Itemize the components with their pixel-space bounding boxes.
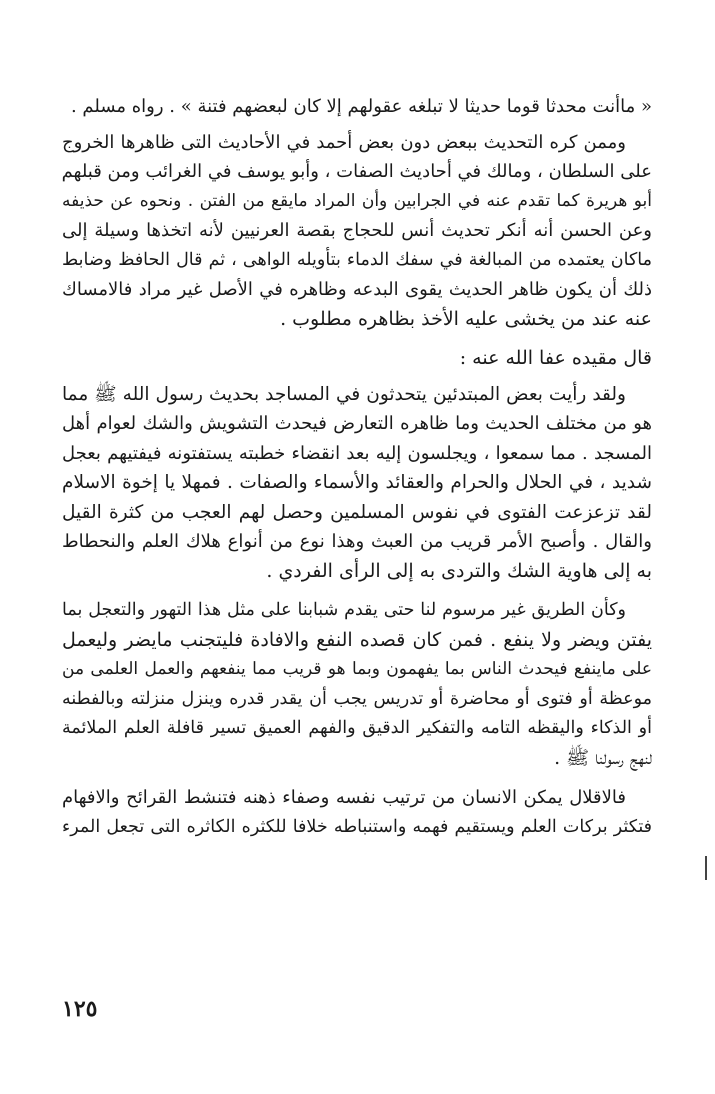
paragraph-tahdith xyxy=(62,128,652,335)
text-line: وكأن الطريق غير مرسوم لنا حتى يقدم شبابنا على مثل هذا التهور والتعجل بما xyxy=(62,600,626,620)
text-line: به إلى هاوية الشك والتردى به إلى الرأى الفردي . xyxy=(266,559,652,582)
text-line: فالاقلال يمكن الانسان من ترتيب نفسه وصفاء ذهنه فتنشط القرائح والافهام xyxy=(62,787,626,808)
text-line: وممن كره التحديث ببعض دون بعض أحمد في الأحاديث التى ظاهرها الخروج xyxy=(62,131,626,153)
text-line: « ماأنت محدثا قوما حديثا لا تبلغه عقولهم إلا كان لبعضهم فتنة » . رواه مسلم . xyxy=(70,96,652,117)
text-line: شديد ، في الحلال والحرام والعقائد والأسماء والصفات . فمهلا يا إخوة الاسلام xyxy=(62,472,652,493)
text-line: ماكان يعتمده من المبالغة في سفك الدماء بتأويله الواهى ، ثم قال الحافظ وضابط xyxy=(62,249,652,270)
page-number: ١٢٥ xyxy=(62,996,98,1022)
text-line: على السلطان ، ومالك في أحاديث الصفات ، وأبو يوسف في الغرائب ومن قبلهم xyxy=(62,161,652,182)
page-body xyxy=(62,92,652,842)
text-line: المسجد . مما سمعوا ، ويجلسون إليه بعد انقضاء خطبته يستفتونه فيفتيهم بعجل xyxy=(62,442,652,464)
text-line: أبو هريرة كما تقدم عنه في الجرابين وأن المراد مايقع من الفتن . ونحوه عن حذيفه xyxy=(62,190,652,211)
paragraph-hadith-quote xyxy=(62,92,652,122)
text-line: موعظة أو فتوى أو محاضرة أو تدريس يجب أن يقدر قدره وينزل منزلته وبالفطنه xyxy=(62,688,652,709)
text-line: أو الذكاء واليقظه التامه والتفكير الدقيق والفهم العميق تسير قافلة العلم الملائمة xyxy=(62,718,652,738)
paragraph-author-note xyxy=(62,344,652,374)
text-line: ذلك أن يكون ظاهر الحديث يقوى البدعه وظاهره في الأصل غير مراد فالامساك xyxy=(62,279,652,300)
page-edge-mark xyxy=(705,856,707,880)
text-line: ولقد رأيت بعض المبتدئين يتحدثون في المساجد بحديث رسول الله ﷺ مما xyxy=(62,383,626,405)
text-line: قال مقيده عفا الله عنه : xyxy=(459,347,652,369)
text-line: فتكثر بركات العلم ويستقيم فهمه واستنباطه خلافا للكثره الكاثره التى تجعل المرء xyxy=(62,816,652,837)
text-line: وعن الحسن أنه أنكر تحديث أنس للحجاج بقصة العرنيين لأنه اتخذها وسيلة إلى xyxy=(62,220,652,241)
text-line: والقال . وأصبح الأمر قريب من العبث وهذا نوع من أنواع هلاك العلم والنحطاط xyxy=(62,531,652,552)
text-line: يفتن ويضر ولا ينفع . فمن كان قصده النفع والافادة فليتجنب مايضر وليعمل xyxy=(62,628,652,651)
paragraph-beginners xyxy=(62,380,652,587)
text-line: على ماينفع فيحدث الناس بما يفهمون وبما هو قريب مما ينفعهم والعمل العلمى من xyxy=(62,659,652,679)
text-line: هو من مختلف الحديث وما ظاهره التعارض فيحدث التشويش والشك لعوام أهل xyxy=(62,413,652,434)
paragraph-path xyxy=(62,596,652,773)
text-line: لنهج رسولنا ﷺ . xyxy=(554,746,652,769)
paragraph-moderation xyxy=(62,783,652,842)
text-line: عنه عند من يخشى عليه الأخذ بظاهره مطلوب . xyxy=(280,307,652,330)
text-line: لقد تزعزعت الفتوى في نفوس المسلمين وحصل لهم العجب من كثرة القيل xyxy=(62,501,652,523)
